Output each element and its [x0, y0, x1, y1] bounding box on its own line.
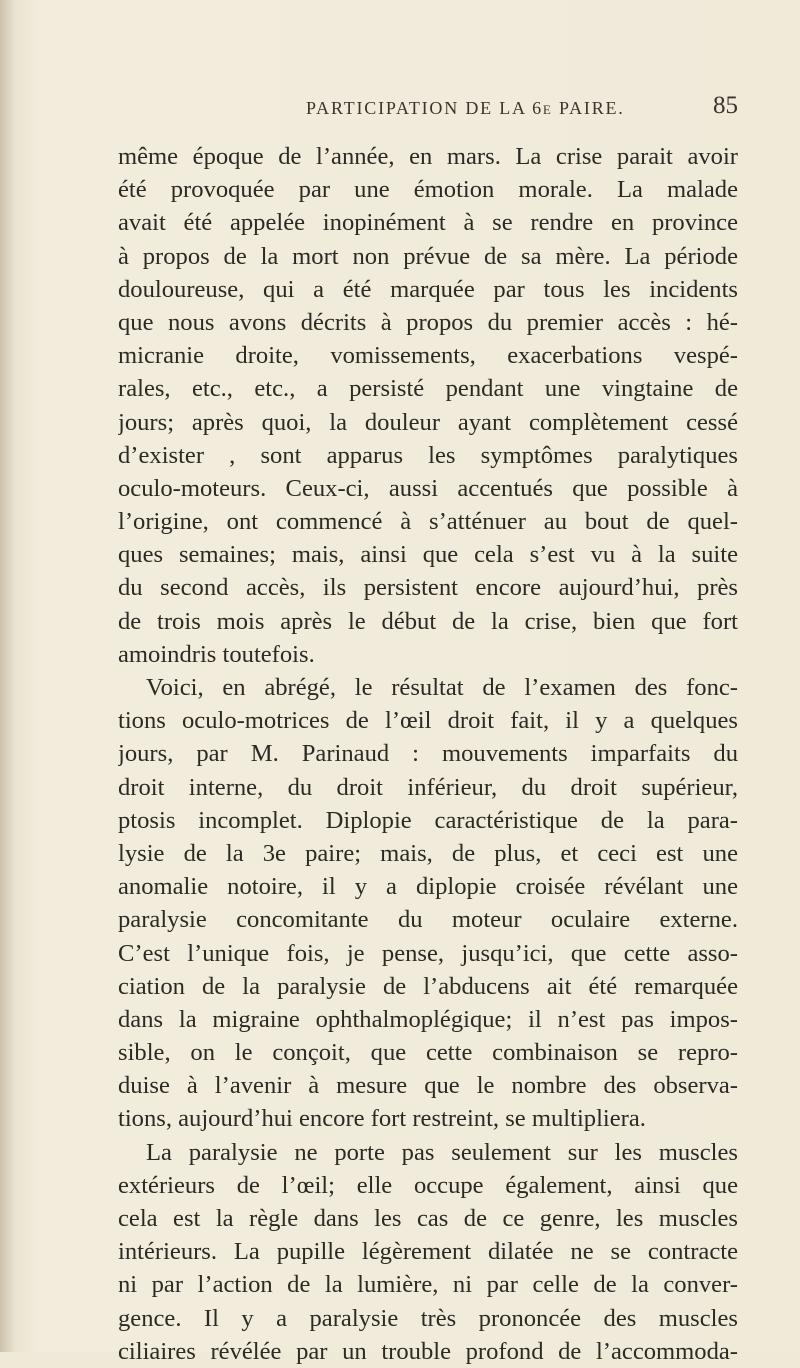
text-line: que nous avons décrits à propos du premier accès : hé-	[118, 308, 738, 336]
text-line: ptosis incomplet. Diplopie caractéristique de la para-	[118, 806, 738, 834]
text-line: oculo-moteurs. Ceux-ci, aussi accentués que possible à	[118, 474, 738, 502]
text-line: anomalie notoire, il y a diplopie croisée révélant une	[118, 873, 738, 901]
binding-edge	[0, 0, 14, 1352]
text-line: micranie droite, vomissements, exacerbations vespé-	[118, 342, 738, 370]
text-line: jours; après quoi, la douleur ayant complètement cessé	[118, 408, 738, 436]
paragraph	[118, 671, 738, 1136]
text-line: même époque de l’année, en mars. La crise parait avoir	[118, 143, 738, 170]
text-line: C’est l’unique fois, je pense, jusqu’ici, que cette asso-	[118, 939, 738, 967]
text-line: tions, aujourd’hui encore fort restreint, se multipliera.	[118, 1105, 646, 1133]
text-line: ques semaines; mais, ainsi que cela s’est vu à la suite	[118, 541, 738, 569]
text-line: droit interne, du droit inférieur, du droit supérieur,	[118, 773, 738, 801]
text-line: rales, etc., etc., a persisté pendant une vingtaine de	[118, 375, 738, 403]
text-line: tions oculo-motrices de l’œil droit fait, il y a quelques	[118, 707, 738, 735]
text-line: de trois mois après le début de la crise, bien que fort	[118, 607, 738, 635]
text-line: Voici, en abrégé, le résultat de l’examen des fonc-	[146, 674, 738, 701]
text-line: La paralysie ne porte pas seulement sur les muscles	[146, 1138, 738, 1166]
text-line: ciliaires révélée par un trouble profond de l’accommoda-	[118, 1337, 738, 1365]
text-line: douloureuse, qui a été marquée par tous les incidents	[118, 275, 738, 303]
text-line: lysie de la 3e paire; mais, de plus, et ceci est une	[118, 839, 738, 867]
text-line: intérieurs. La pupille légèrement dilatée ne se contracte	[118, 1238, 738, 1266]
text-line: avait été appelée inopinément à se rendre en province	[118, 209, 738, 237]
text-line: sible, on le conçoit, que cette combinaison se repro-	[118, 1039, 738, 1067]
text-line: l’origine, ont commencé à s’atténuer au bout de quel-	[118, 508, 738, 536]
running-title: PARTICIPATION DE LA 6e PAIRE.	[306, 98, 625, 118]
text-line: ciation de la paralysie de l’abducens ait été remarquée	[118, 972, 738, 1000]
paragraph	[118, 140, 738, 671]
text-line: gence. Il y a paralysie très prononcée des muscles	[118, 1304, 738, 1332]
text-line: jours, par M. Parinaud : mouvements imparfaits du	[118, 740, 738, 768]
text-line: été provoquée par une émotion morale. La malade	[118, 176, 738, 204]
paragraph	[118, 1136, 738, 1368]
text-line: d’exister , sont apparus les symptômes paralytiques	[118, 441, 738, 469]
body-text	[118, 140, 738, 1368]
text-line: à propos de la mort non prévue de sa mère. La période	[118, 242, 738, 270]
text-line: duise à l’avenir à mesure que le nombre des observa-	[118, 1072, 738, 1100]
text-line: ni par l’action de la lumière, ni par celle de la conver-	[118, 1271, 738, 1299]
text-line: paralysie concomitante du moteur oculaire externe.	[118, 906, 738, 934]
text-line: amoindris toutefois.	[118, 640, 315, 668]
text-line: extérieurs de l’œil; elle occupe également, ainsi que	[118, 1171, 738, 1199]
page-number: 85	[713, 92, 738, 119]
text-line: cela est la règle dans les cas de ce genre, les muscles	[118, 1205, 738, 1232]
running-head	[118, 92, 738, 126]
text-line: dans la migraine ophthalmoplégique; il n’est pas impos-	[118, 1005, 738, 1033]
text-line: du second accès, ils persistent encore aujourd’hui, près	[118, 574, 738, 602]
